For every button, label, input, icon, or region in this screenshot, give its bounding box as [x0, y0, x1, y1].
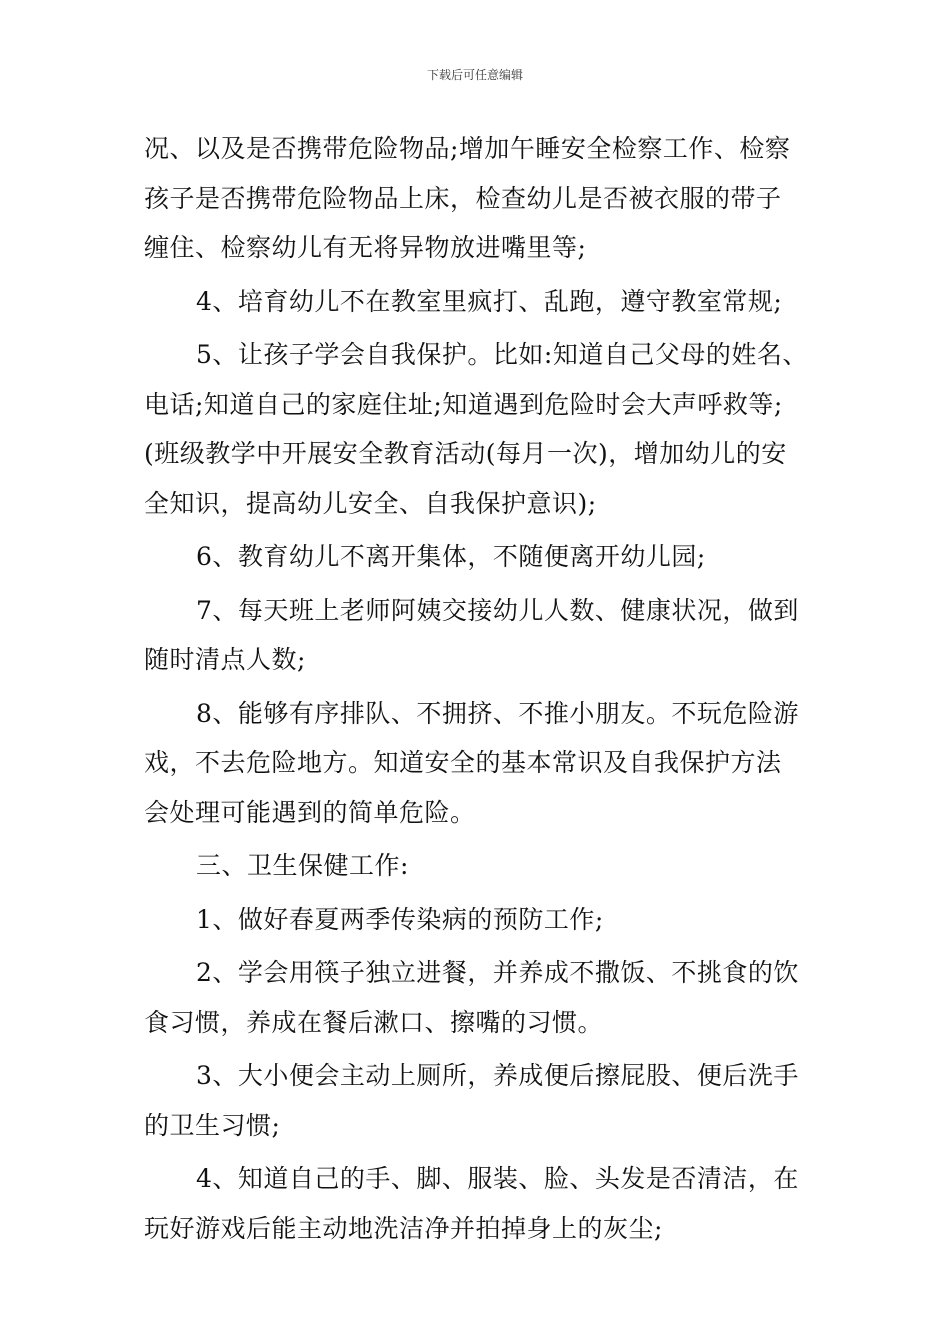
list-item-8: 8、能够有序排队、不拥挤、不推小朋友。不玩危险游 [196, 698, 799, 728]
text-line: 戏，不去危险地方。知道安全的基本常识及自我保护方法 [144, 748, 782, 777]
document-body [144, 124, 824, 1253]
page-header: 下载后可任意编辑 [426, 68, 523, 82]
section-heading: 三、卫生保健工作: [196, 851, 409, 880]
list-item-1: 1、做好春夏两季传染病的预防工作; [196, 904, 604, 934]
text-line: 全知识，提高幼儿安全、自我保护意识); [144, 488, 597, 518]
text-line: 随时清点人数; [144, 645, 306, 674]
list-item-7: 7、每天班上老师阿姨交接幼儿人数、健康状况，做到 [196, 595, 799, 625]
list-item-5: 5、让孩子学会自我保护。比如:知道自己父母的姓名、 [196, 340, 808, 369]
text-line: 的卫生习惯; [144, 1110, 281, 1140]
text-line: 况、以及是否携带危险物品;增加午睡安全检察工作、检察 [144, 134, 791, 163]
list-item-4: 4、培育幼儿不在教室里疯打、乱跑，遵守教室常规; [196, 286, 783, 316]
text-line: 电话;知道自己的家庭住址;知道遇到危险时会大声呼救等; [144, 389, 783, 419]
list-item-3: 3、大小便会主动上厕所，养成便后擦屁股、便后洗手 [196, 1061, 799, 1090]
text-line: 会处理可能遇到的简单危险。 [144, 797, 476, 827]
text-line: 孩子是否携带危险物品上床，检查幼儿是否被衣服的带子 [144, 183, 782, 213]
text-line: 玩好游戏后能主动地洗洁净并拍掉身上的灰尘; [144, 1213, 663, 1243]
text-line: 食习惯，养成在餐后漱口、擦嘴的习惯。 [144, 1007, 604, 1037]
list-item-4b: 4、知道自己的手、脚、服装、脸、头发是否清洁，在 [196, 1164, 799, 1193]
list-item-6: 6、教育幼儿不离开集体，不随便离开幼儿园; [196, 542, 706, 571]
text-line: (班级教学中开展安全教育活动(每月一次)，增加幼儿的安 [144, 439, 787, 468]
text-line: 缠住、检察幼儿有无将异物放进嘴里等; [144, 233, 587, 262]
list-item-2: 2、学会用筷子独立进餐，并养成不撒饭、不挑食的饮 [196, 958, 799, 987]
